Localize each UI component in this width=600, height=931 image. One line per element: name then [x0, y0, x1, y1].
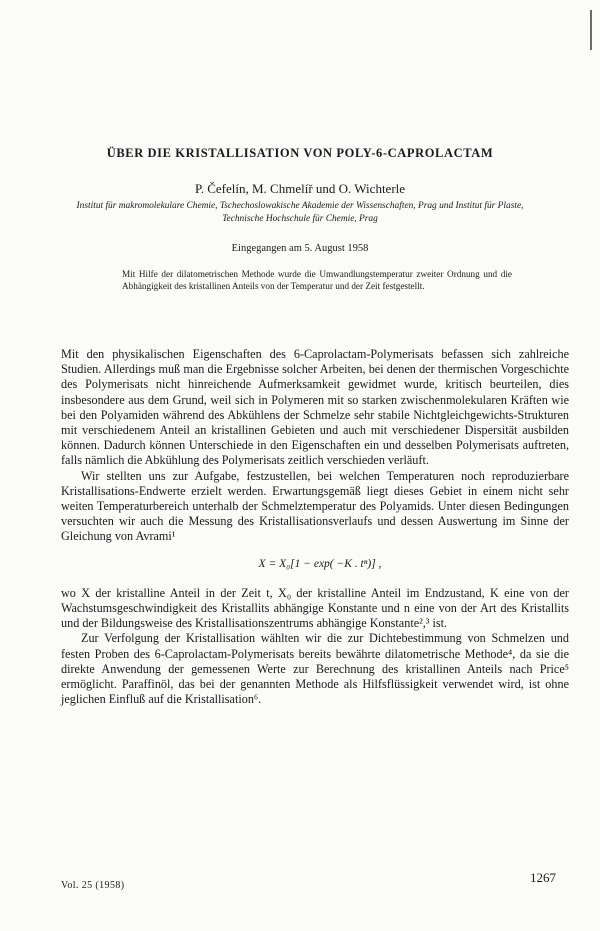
- article-title: ÜBER DIE KRISTALLISATION VON POLY-6-CAPROLACTAM: [106, 146, 494, 160]
- received-date: Eingegangen am 5. August 1958: [231, 243, 369, 254]
- scan-edge-mark: [590, 10, 592, 50]
- body-paragraph-2: Wir stellten uns zur Aufgabe, festzustellen, bei welchen Temperaturen noch reproduzierbare Kristallisations-Endwerte erzielt werden. Erwartungsgemäß liegt dieses Gebiet in einem nicht sehr weiten Temperaturbereich unterhalb der Schmelztemperatur des Polyamids. Unter diesen Bedingungen versuchten wir auch die Messung des Kristallisationsverlaufs und dessen Auswertung im Sinne der Gleichung von Avrami¹: [61, 468, 569, 544]
- abstract: Mit Hilfe der dilatometrischen Methode wurde die Umwandlungstemperatur zweiter Ordnung und die Abhängigkeit des kristallinen Anteils von der Temperatur und der Zeit festgestellt.: [122, 269, 512, 292]
- volume-info: Vol. 25 (1958): [61, 880, 125, 891]
- article-authors: P. Čefelín, M. Chmelíř und O. Wichterle: [194, 181, 406, 196]
- author-affiliation: Institut für makromolekulare Chemie, Tschechoslowakische Akademie der Wissenschaften, Prag und Institut für Plaste, Technische Hochschule für Chemie, Prag: [76, 201, 524, 224]
- avrami-equation: X = X₀[1 − exp( −K . tⁿ)] ,: [258, 557, 382, 570]
- body-paragraph-4: Zur Verfolgung der Kristallisation wählten wir die zur Dichtebestimmung von Schmelzen und festen Proben des 6-Caprolactam-Polymerisats bereits bewährte dilatometrische Methode⁴, da sie die direkte Anwendung der gemessenen Werte zur Berechnung des kristallinen Anteils nach Price⁵ ermöglicht. Paraffinöl, das bei der genannten Methode als Hilfsflüssigkeit verwendet wird, ist ohne jeglichen Einfluß auf die Kristallisation⁶.: [61, 631, 569, 707]
- body-paragraph-3: wo X der kristalline Anteil in der Zeit t, X₀ der kristalline Anteil im Endzustand, K eine von der Wachstumsgeschwindigkeit des Kristallits abhängige Konstante und n eine von der Art des Kristallits und der Bildungsweise des Kristallisationszentrums abhängige Konstante²,³ ist.: [61, 585, 569, 631]
- article-body: [61, 347, 569, 707]
- page-number: 1267: [530, 870, 556, 885]
- body-paragraph-1: Mit den physikalischen Eigenschaften des 6-Caprolactam-Polymerisats befassen sich zahlreiche Studien. Allerdings muß man die Ergebnisse solcher Arbeiten, bei denen der thermischen Vorgeschichte des Polymerisats nicht hinreichende Aufmerksamkeit gewidmet wurde, kritisch beurteilen, dies insbesondere aus dem Grund, weil sich in Polymeren mit so starken zwischenmolekularen Kräften wie bei den Polyamiden während des Abkühlens der Schmelze sehr stabile Nichtgleichgewichts-Strukturen mit verschiedenem Anteil an kristallinen Gebieten und auch mit verschiedener Dispersität ausbilden können. Dadurch können Unterschiede in den Eigenschaften ein und desselben Polymerisats auftreten, falls nämlich die Abkühlung des Polymerisats zeitlich verschieden verläuft.: [61, 347, 569, 468]
